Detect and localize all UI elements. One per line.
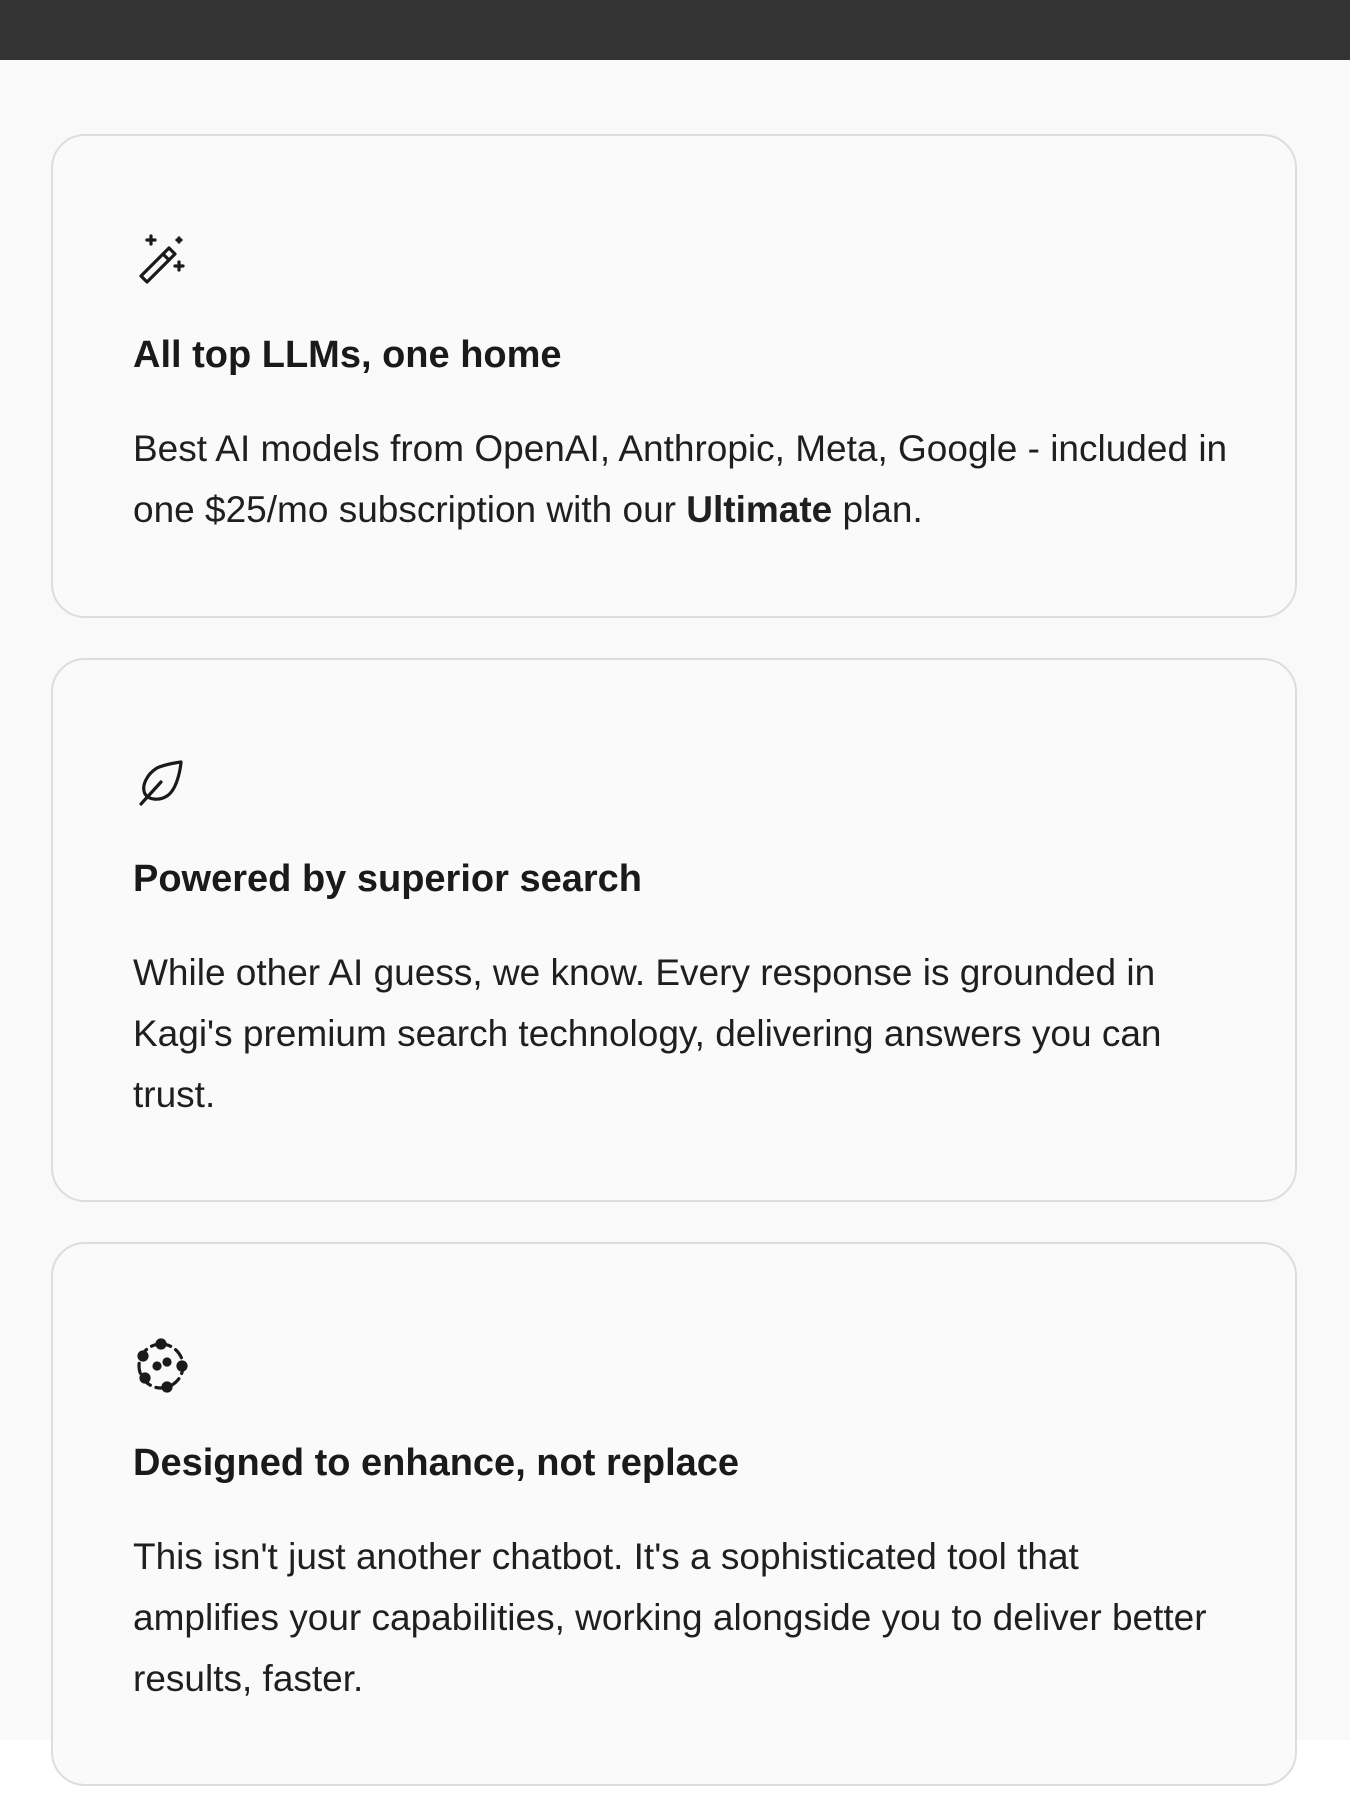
- feature-description-end: plan.: [832, 489, 923, 530]
- magic-wand-icon: [133, 230, 189, 286]
- plan-name-ultimate: Ultimate: [686, 489, 833, 530]
- feature-card-llms: [51, 134, 1297, 618]
- feature-title: Powered by superior search: [133, 858, 642, 900]
- features-section: [0, 60, 1350, 1740]
- feature-description: [133, 418, 1235, 540]
- feature-description-text: Best AI models from OpenAI, Anthropic, Meta, Google - included in one $25/mo subscription with our: [133, 428, 1228, 530]
- feature-description: This isn't just another chatbot. It's a sophisticated tool that amplifies your capabilities, working alongside you to deliver better results, faster.: [133, 1536, 1207, 1699]
- feature-title: All top LLMs, one home: [133, 334, 562, 376]
- feature-card-enhance: [51, 1242, 1297, 1786]
- feature-description: While other AI guess, we know. Every response is grounded in Kagi's premium search technology, delivering answers you can trust.: [133, 952, 1162, 1115]
- feature-card-search: [51, 658, 1297, 1202]
- leaf-icon: [133, 754, 189, 810]
- feature-title: Designed to enhance, not replace: [133, 1442, 740, 1484]
- top-bar: [0, 0, 1350, 60]
- network-nodes-icon: [133, 1338, 189, 1394]
